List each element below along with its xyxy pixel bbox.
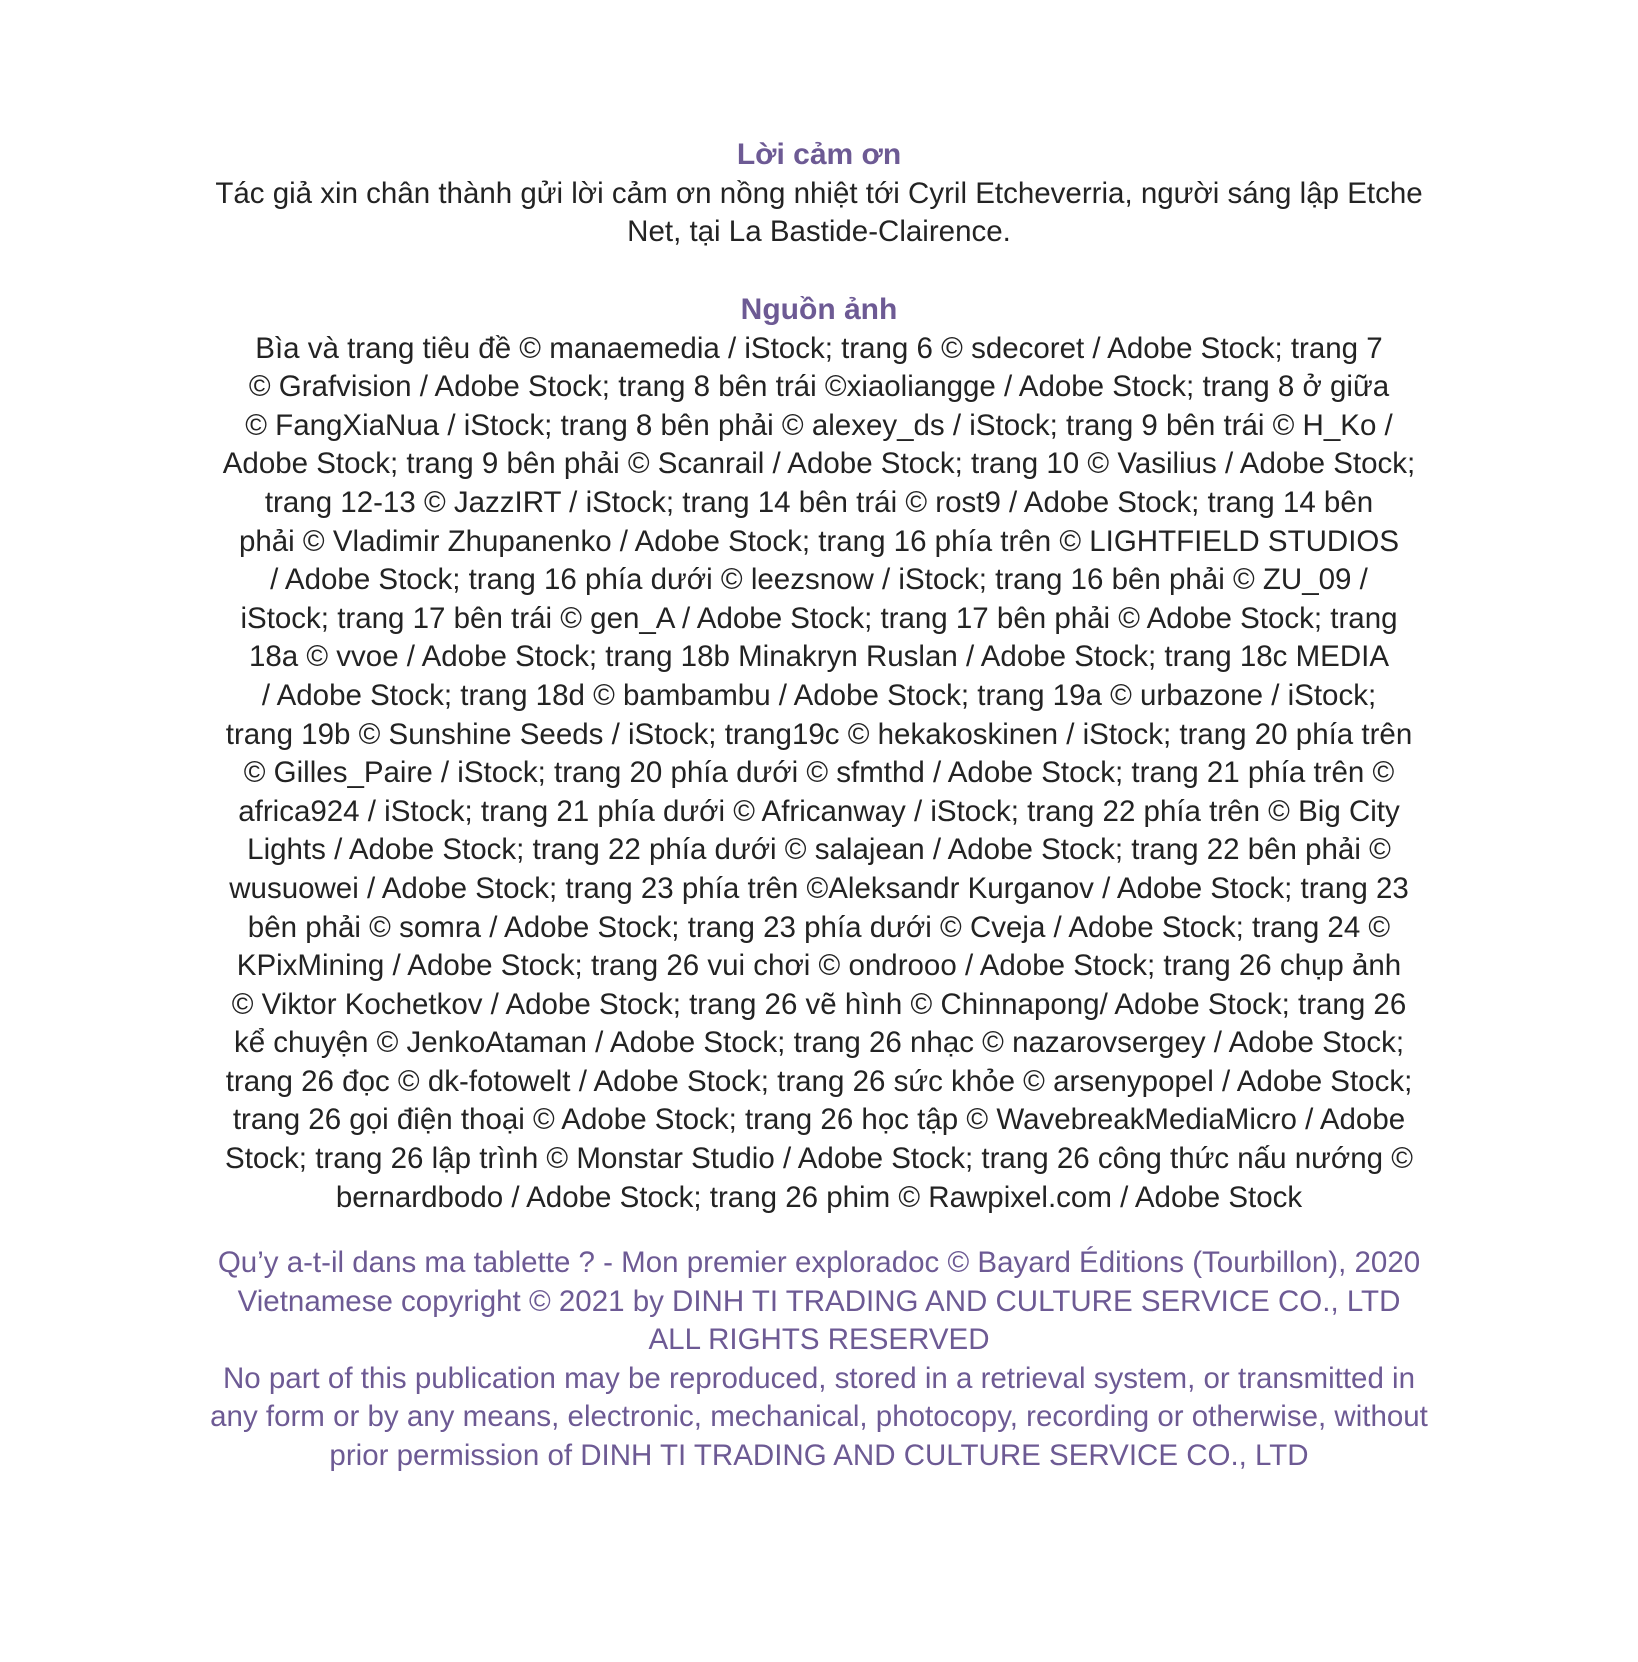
- text-line: Qu’y a-t-il dans ma tablette ? - Mon premier exploradoc © Bayard Éditions (Tourbillon), 2020: [217, 1246, 1421, 1279]
- photo-credits-heading: Nguồn ảnh: [740, 293, 898, 326]
- acknowledgements-heading: Lời cảm ơn: [736, 138, 902, 171]
- text-line: Adobe Stock; trang 9 bên phải © Scanrail / Adobe Stock; trang 10 © Vasilius / Adobe Stock;: [222, 447, 1416, 481]
- acknowledgements-text: [140, 175, 1498, 252]
- text-line: © FangXiaNua / iStock; trang 8 bên phải © alexey_ds / iStock; trang 9 bên trái © H_Ko /: [245, 408, 1393, 442]
- text-line: Net, tại La Bastide-Clairence.: [627, 215, 1011, 249]
- text-line: phải © Vladimir Zhupanenko / Adobe Stock; trang 16 phía trên © LIGHTFIELD STUDIOS: [238, 524, 1400, 558]
- acknowledgements-section: [140, 136, 1498, 252]
- text-line: any form or by any means, electronic, mechanical, photocopy, recording or otherwise, without: [210, 1400, 1428, 1434]
- text-line: kể chuyện © JenkoAtaman / Adobe Stock; trang 26 nhạc © nazarovsergey / Adobe Stock;: [233, 1026, 1405, 1060]
- text-line: 18a © vvoe / Adobe Stock; trang 18b Minakryn Ruslan / Adobe Stock; trang 18c MEDIA: [248, 640, 1390, 674]
- copyright-text: [140, 1244, 1498, 1476]
- text-line: © Gilles_Paire / iStock; trang 20 phía dưới © sfmthd / Adobe Stock; trang 21 phía trên ©: [243, 756, 1395, 790]
- text-line: Vietnamese copyright © 2021 by DINH TI TRADING AND CULTURE SERVICE CO., LTD: [237, 1284, 1401, 1318]
- text-line: trang 26 đọc © dk-fotowelt / Adobe Stock; trang 26 sức khỏe © arsenypopel / Adobe Stock;: [225, 1064, 1413, 1098]
- copyright-section: [140, 1244, 1498, 1476]
- text-line: trang 12-13 © JazzIRT / iStock; trang 14 bên trái © rost9 / Adobe Stock; trang 14 bên: [264, 485, 1374, 519]
- text-line: / Adobe Stock; trang 16 phía dưới © leezsnow / iStock; trang 16 bên phải © ZU_09 /: [270, 563, 1368, 597]
- text-line: © Grafvision / Adobe Stock; trang 8 bên trái ©xiaoliangge / Adobe Stock; trang 8 ở giữa: [248, 370, 1390, 404]
- text-line: iStock; trang 17 bên trái © gen_A / Adobe Stock; trang 17 bên phải © Adobe Stock; trang: [240, 601, 1398, 635]
- text-line: bernardbodo / Adobe Stock; trang 26 phim © Rawpixel.com / Adobe Stock: [335, 1180, 1303, 1214]
- text-line: Stock; trang 26 lập trình © Monstar Studio / Adobe Stock; trang 26 công thức nấu nướng ©: [225, 1142, 1413, 1176]
- text-line: Lights / Adobe Stock; trang 22 phía dưới © salajean / Adobe Stock; trang 22 bên phải ©: [247, 833, 1391, 867]
- text-line: ALL RIGHTS RESERVED: [648, 1323, 990, 1357]
- text-line: / Adobe Stock; trang 18d © bambambu / Adobe Stock; trang 19a © urbazone / iStock;: [261, 678, 1377, 712]
- text-line: No part of this publication may be reproduced, stored in a retrieval system, or transmitted in: [222, 1361, 1416, 1395]
- text-line: KPixMining / Adobe Stock; trang 26 vui chơi © ondrooo / Adobe Stock; trang 26 chụp ảnh: [236, 949, 1402, 983]
- text-line: bên phải © somra / Adobe Stock; trang 23 phía dưới © Cveja / Adobe Stock; trang 24 ©: [247, 910, 1391, 944]
- photo-credits-section: [140, 291, 1498, 1217]
- text-line: © Viktor Kochetkov / Adobe Stock; trang 26 vẽ hình © Chinnapong/ Adobe Stock; trang 26: [231, 987, 1407, 1021]
- text-line: trang 19b © Sunshine Seeds / iStock; trang19c © hekakoskinen / iStock; trang 20 phía trên: [225, 717, 1413, 751]
- text-line: wusuowei / Adobe Stock; trang 23 phía trên ©Aleksandr Kurganov / Adobe Stock; trang 23: [229, 871, 1409, 905]
- text-line: trang 26 gọi điện thoại © Adobe Stock; trang 26 học tập © WavebreakMediaMicro / Adobe: [232, 1103, 1406, 1137]
- text-line: prior permission of DINH TI TRADING AND CULTURE SERVICE CO., LTD: [329, 1438, 1309, 1472]
- text-line: Tác giả xin chân thành gửi lời cảm ơn nồng nhiệt tới Cyril Etcheverria, người sáng lập Etche: [215, 176, 1423, 210]
- text-line: africa924 / iStock; trang 21 phía dưới © Africanway / iStock; trang 22 phía trên © Big City: [238, 794, 1400, 828]
- text-line: Bìa và trang tiêu đề © manaemedia / iStock; trang 6 © sdecoret / Adobe Stock; trang 7: [255, 331, 1383, 365]
- photo-credits-text: [140, 330, 1498, 1218]
